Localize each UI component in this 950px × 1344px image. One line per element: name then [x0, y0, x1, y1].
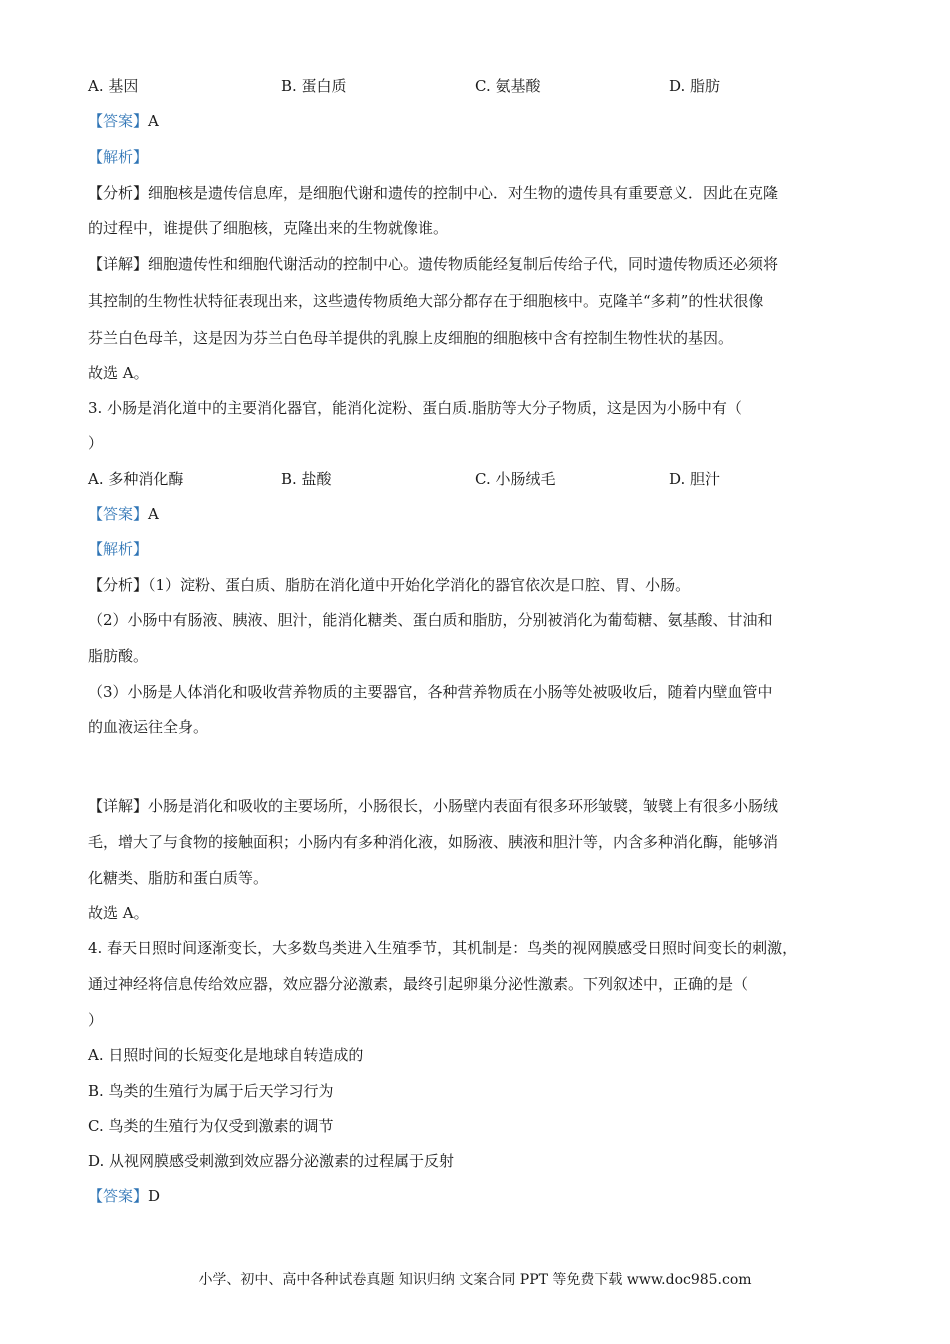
xiangjie-tag: 【详解】 [88, 797, 149, 815]
q3-stem-line-1: 3. 小肠是消化道中的主要消化器官，能消化淀粉、蛋白质.脂肪等大分子物质，这是因为小肠中有（ [88, 399, 742, 417]
q2-xiangjie-line-3: 芬兰白色母羊，这是因为芬兰白色母羊提供的乳腺上皮细胞的细胞核中含有控制生物性状的基因。 [88, 329, 734, 347]
answer-value: A [148, 505, 159, 523]
q2-option-d: D. 脂肪 [669, 77, 721, 95]
answer-tag: 【答案】 [88, 1187, 149, 1205]
q3-answer [88, 504, 159, 524]
q3-analysis-tag: 【解析】 [88, 540, 149, 558]
fenxi-text: 细胞核是遗传信息库，是细胞代谢和遗传的控制中心．对生物的遗传具有重要意义．因此在克隆 [148, 184, 779, 202]
q4-stem-line-3: ） [88, 1011, 104, 1029]
q3-fenxi-line-1 [88, 575, 690, 595]
q4-option-b: B. 鸟类的生殖行为属于后天学习行为 [88, 1082, 334, 1100]
q2-options [88, 76, 848, 96]
xiangjie-tag: 【详解】 [88, 255, 149, 273]
fenxi-tag: 【分析】 [88, 576, 149, 594]
q3-xiangjie-line-2: 毛，增大了与食物的接触面积；小肠内有多种消化液，如肠液、胰液和胆汁等，内含多种消化酶，能够消 [88, 833, 779, 851]
q4-option-a: A. 日照时间的长短变化是地球自转造成的 [88, 1046, 364, 1064]
answer-tag: 【答案】 [88, 505, 149, 523]
q3-option-a: A. 多种消化酶 [88, 470, 184, 488]
q3-option-d: D. 胆汁 [669, 470, 721, 488]
q4-stem-line-1: 4. 春天日照时间逐渐变长，大多数鸟类进入生殖季节，其机制是：鸟类的视网膜感受日照时间变长的刺激， [88, 939, 798, 957]
q2-option-a: A. 基因 [88, 77, 139, 95]
q3-fenxi-line-4: （3）小肠是人体消化和吸收营养物质的主要器官，各种营养物质在小肠等处被吸收后，随着内壁血管中 [88, 683, 773, 701]
page-footer: 小学、初中、高中各种试卷真题 知识归纳 文案合同 PPT 等免费下载 www.doc985.com [198, 1272, 752, 1288]
q2-fenxi-line-1 [88, 183, 778, 203]
q2-answer [88, 111, 159, 131]
q3-fenxi-line-5: 的血液运往全身。 [88, 718, 209, 736]
xiangjie-text: 小肠是消化和吸收的主要场所，小肠很长，小肠壁内表面有很多环形皱襞，皱襞上有很多小肠绒 [148, 797, 779, 815]
q2-analysis-tag: 【解析】 [88, 148, 149, 166]
q3-option-c: C. 小肠绒毛 [475, 470, 556, 488]
q2-option-c: C. 氨基酸 [475, 77, 541, 95]
q4-option-c: C. 鸟类的生殖行为仅受到激素的调节 [88, 1117, 334, 1135]
q2-conclusion: 故选 A。 [88, 364, 149, 382]
xiangjie-text: 细胞遗传性和细胞代谢活动的控制中心。遗传物质能经复制后传给子代，同时遗传物质还必须将 [148, 255, 779, 273]
q3-stem-line-2: ） [88, 434, 104, 452]
q2-fenxi-line-2: 的过程中，谁提供了细胞核，克隆出来的生物就像谁。 [88, 219, 449, 237]
q3-xiangjie-line-3: 化糖类、脂肪和蛋白质等。 [88, 869, 269, 887]
q2-xiangjie-line-2: 其控制的生物性状特征表现出来，这些遗传物质绝大部分都存在于细胞核中。克隆羊“多莉”的性状很像 [88, 292, 764, 310]
answer-tag: 【答案】 [88, 112, 149, 130]
q4-answer [88, 1186, 160, 1206]
q4-stem-line-2: 通过神经将信息传给效应器，效应器分泌激素，最终引起卵巢分泌性激素。下列叙述中，正确的是（ [88, 975, 749, 993]
fenxi-text: （1）淀粉、蛋白质、脂肪在消化道中开始化学消化的器官依次是口腔、胃、小肠。 [148, 576, 691, 594]
q2-xiangjie-line-1 [88, 254, 778, 274]
q3-conclusion: 故选 A。 [88, 904, 149, 922]
q3-options [88, 469, 848, 489]
q2-option-b: B. 蛋白质 [281, 77, 347, 95]
q3-fenxi-line-3: 脂肪酸。 [88, 647, 149, 665]
fenxi-tag: 【分析】 [88, 184, 149, 202]
answer-value: A [148, 112, 159, 130]
q4-option-d: D. 从视网膜感受刺激到效应器分泌激素的过程属于反射 [88, 1152, 455, 1170]
answer-value: D [148, 1187, 161, 1205]
q3-fenxi-line-2: （2）小肠中有肠液、胰液、胆汁，能消化糖类、蛋白质和脂肪，分别被消化为葡萄糖、氨基酸、甘油和 [88, 611, 773, 629]
q3-option-b: B. 盐酸 [281, 470, 332, 488]
q3-xiangjie-line-1 [88, 796, 778, 816]
